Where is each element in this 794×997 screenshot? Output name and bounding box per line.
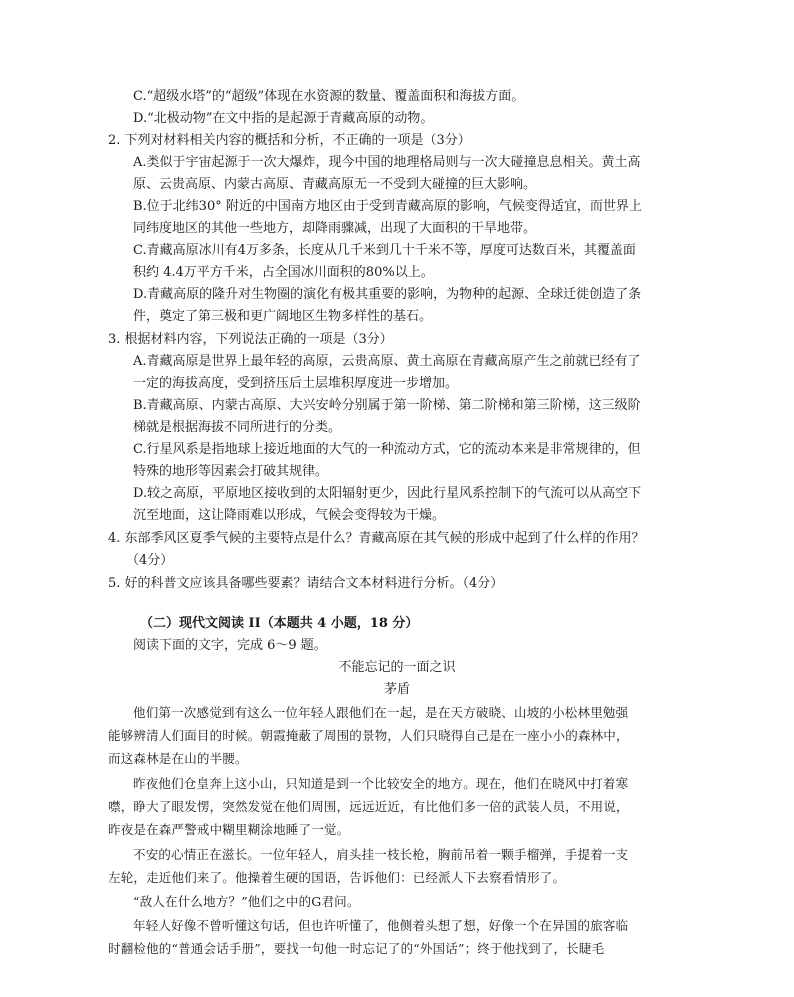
q3-option-c: C.行星风系是指地球上接近地面的大气的一种流动方式，它的流动本来是非常规律的，但 bbox=[133, 442, 641, 457]
q5-stem: 5. 好的科普文应该具备哪些要素？请结合文本材料进行分析。（4分） bbox=[108, 576, 504, 591]
body-line: 噤，睁大了眼发愣，突然发觉在他们周围，远远近近，有比他们多一倍的武装人员，不用说， bbox=[108, 799, 629, 814]
q4-points: （4分） bbox=[126, 553, 174, 568]
body-line: 年轻人好像不曾听懂这句话，但也许听懂了，他侧着头想了想，好像一个在异国的旅客临 bbox=[133, 918, 629, 933]
body-line: 他们第一次感觉到有这么一位年轻人跟他们在一起，是在天方破晓、山坡的小松林里勉强 bbox=[133, 705, 629, 720]
q3-option-d: D.较之高原，平原地区接收到的太阳辐射更少，因此行星风系控制下的气流可以从高空下 bbox=[133, 486, 642, 501]
body-line: 昨夜是在森严警戒中糊里糊涂地睡了一觉。 bbox=[108, 822, 350, 837]
q3-stem: 3. 根据材料内容，下列说法正确的一项是（3分） bbox=[108, 332, 393, 347]
section-heading: （二）现代文阅读 II（本题共 4 小题，18 分） bbox=[140, 616, 419, 631]
q2-stem: 2. 下列对材料相关内容的概括和分析，不正确的一项是（3分） bbox=[108, 133, 471, 148]
body-line: 而这森林是在山的半腰。 bbox=[108, 751, 248, 766]
q3-option-a-cont: 一定的海拔高度，受到挤压后土层堆积厚度进一步增加。 bbox=[133, 376, 459, 391]
q2-option-b: B.位于北纬30° 附近的中国南方地区由于受到青藏高原的影响，气候变得适宜，而世界上 bbox=[133, 199, 642, 214]
article-author: 茅盾 bbox=[383, 682, 410, 697]
q2-option-c-cont: 积约 4.4万平方千米，占全国冰川面积的80%以上。 bbox=[133, 265, 434, 280]
q3-option-d-cont: 沉至地面，这让降雨难以形成，气候会变得较为干燥。 bbox=[133, 508, 446, 523]
q1-option-c: C.“超级水塔”的“超级”体现在水资源的数量、覆盖面积和海拔方面。 bbox=[133, 89, 525, 104]
reading-instruction: 阅读下面的文字，完成 6～9 题。 bbox=[133, 638, 327, 653]
q4-stem: 4. 东部季风区夏季气候的主要特点是什么？青藏高原在其气候的形成中起到了什么样的作用？ bbox=[108, 531, 645, 546]
q2-option-a: A.类似于宇宙起源于一次大爆炸，现今中国的地理格局则与一次大碰撞息息相关。黄土高 bbox=[133, 155, 641, 170]
q2-option-c: C.青藏高原冰川有4万多条，长度从几千米到几十千米不等，厚度可达数百米，其覆盖面 bbox=[133, 243, 636, 258]
body-line: 能够辨清人们面目的时候。朝霞掩蔽了周围的景物，人们只晓得自己是在一座小小的森林中， bbox=[108, 728, 629, 743]
body-line: “敌人在什么地方？”他们之中的G君问。 bbox=[133, 894, 360, 909]
q1-option-d: D.“北极动物”在文中指的是起源于青藏高原的动物。 bbox=[133, 111, 434, 126]
body-line: 昨夜他们仓皇奔上这小山，只知道是到一个比较安全的地方。现在，他们在晓风中打着寒 bbox=[133, 776, 629, 791]
body-line: 时翻检他的“普通会话手册”，要找一句他一时忘记了的“外国话”；终于他找到了，长睫毛 bbox=[108, 941, 605, 956]
body-line: 左轮，走近他们来了。他操着生硬的国语，告诉他们：已经派人下去察看情形了。 bbox=[108, 870, 566, 885]
q2-option-d: D.青藏高原的隆升对生物圈的演化有极其重要的影响，为物种的起源、全球迁徙创造了条 bbox=[133, 287, 642, 302]
q3-option-b: B.青藏高原、内蒙古高原、大兴安岭分别属于第一阶梯、第二阶梯和第三阶梯，这三级阶 bbox=[133, 398, 641, 413]
body-line: 不安的心情正在滋长。一位年轻人，肩头挂一枝长枪，胸前吊着一颗手榴弹，手提着一支 bbox=[133, 847, 629, 862]
q2-option-d-cont: 件，奠定了第三极和更广阔地区生物多样性的基石。 bbox=[133, 309, 433, 324]
q3-option-b-cont: 梯就是根据海拔不同所进行的分类。 bbox=[133, 420, 342, 435]
q2-option-b-cont: 同纬度地区的其他一些地方，却降雨骤减，出现了大面积的干旱地带。 bbox=[133, 221, 537, 236]
q3-option-a: A.青藏高原是世界上最年轻的高原，云贵高原、黄土高原在青藏高原产生之前就已经有了 bbox=[133, 354, 641, 369]
q3-option-c-cont: 特殊的地形等因素会打破其规律。 bbox=[133, 464, 329, 479]
article-title: 不能忘记的一面之识 bbox=[338, 660, 456, 675]
q2-option-a-cont: 原、云贵高原、内蒙古高原、青藏高原无一不受到大碰撞的巨大影响。 bbox=[133, 177, 537, 192]
